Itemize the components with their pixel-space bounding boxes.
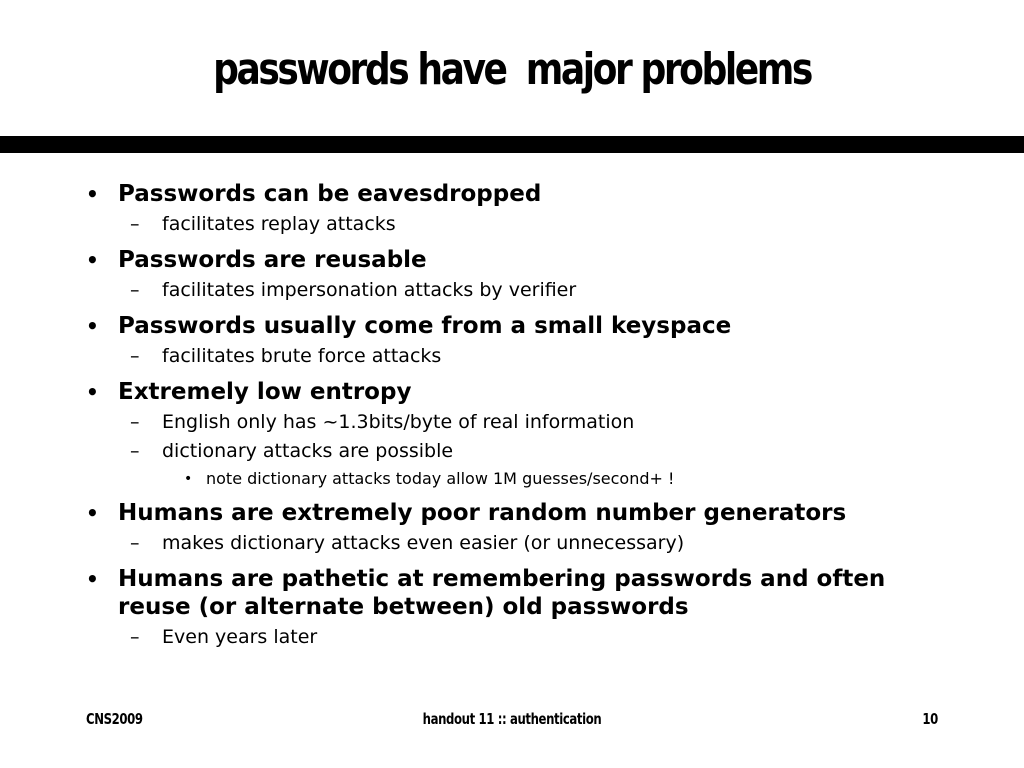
- slide-title: passwords have major problems: [213, 44, 811, 95]
- sub-bullet-text: facilitates impersonation attacks by verifier: [162, 279, 577, 301]
- sub-bullet-item: [76, 438, 916, 464]
- dash-icon: –: [130, 279, 140, 301]
- bullet-text: Humans are pathetic at remembering passwords and often reuse (or alternate between) old passwords: [118, 566, 886, 620]
- sub-bullet-text: facilitates brute force attacks: [162, 345, 442, 367]
- bullet-icon: •: [86, 182, 99, 206]
- sub-bullet-text: facilitates replay attacks: [162, 213, 396, 235]
- bullet-text: Humans are extremely poor random number generators: [118, 500, 847, 526]
- bullet-text: Passwords usually come from a small keyspace: [118, 313, 732, 339]
- bullet-item: [76, 180, 916, 208]
- bullet-text: Extremely low entropy: [118, 379, 412, 405]
- bullet-icon: •: [86, 314, 99, 338]
- sub-sub-bullet-text: note dictionary attacks today allow 1M guesses/second+ !: [206, 469, 675, 488]
- sub-bullet-text: Even years later: [162, 626, 318, 648]
- dash-icon: –: [130, 440, 140, 462]
- sub-bullet-item: [76, 530, 916, 556]
- sub-bullet-item: [76, 211, 916, 237]
- sub-bullet-item: [76, 277, 916, 303]
- bullet-icon: •: [86, 248, 99, 272]
- footer-course: CNS2009: [86, 710, 143, 728]
- sub-bullet-text: English only has ~1.3bits/byte of real information: [162, 411, 635, 433]
- sub-bullet-text: makes dictionary attacks even easier (or unnecessary): [162, 532, 685, 554]
- bullet-list: [76, 180, 916, 650]
- footer-handout: handout 11 :: authentication: [422, 710, 602, 728]
- bullet-icon: •: [184, 471, 193, 487]
- sub-bullet-item: [76, 409, 916, 435]
- sub-bullet-text: dictionary attacks are possible: [162, 440, 454, 462]
- bullet-item: [76, 499, 916, 527]
- dash-icon: –: [130, 626, 140, 648]
- bullet-icon: •: [86, 380, 99, 404]
- bullet-item: [76, 378, 916, 406]
- bullet-item: [76, 312, 916, 340]
- sub-sub-bullet-item: [76, 468, 916, 490]
- sub-bullet-item: [76, 343, 916, 369]
- bullet-text: Passwords can be eavesdropped: [118, 181, 542, 207]
- bullet-item: [76, 246, 916, 274]
- sub-bullet-item: [76, 624, 916, 650]
- footer-page-number: 10: [922, 710, 938, 728]
- bullet-item: [76, 565, 916, 621]
- bullet-text: Passwords are reusable: [118, 247, 427, 273]
- dash-icon: –: [130, 345, 140, 367]
- dash-icon: –: [130, 411, 140, 433]
- title-divider: [0, 136, 1024, 153]
- dash-icon: –: [130, 213, 140, 235]
- bullet-icon: •: [86, 567, 99, 591]
- bullet-icon: •: [86, 501, 99, 525]
- dash-icon: –: [130, 532, 140, 554]
